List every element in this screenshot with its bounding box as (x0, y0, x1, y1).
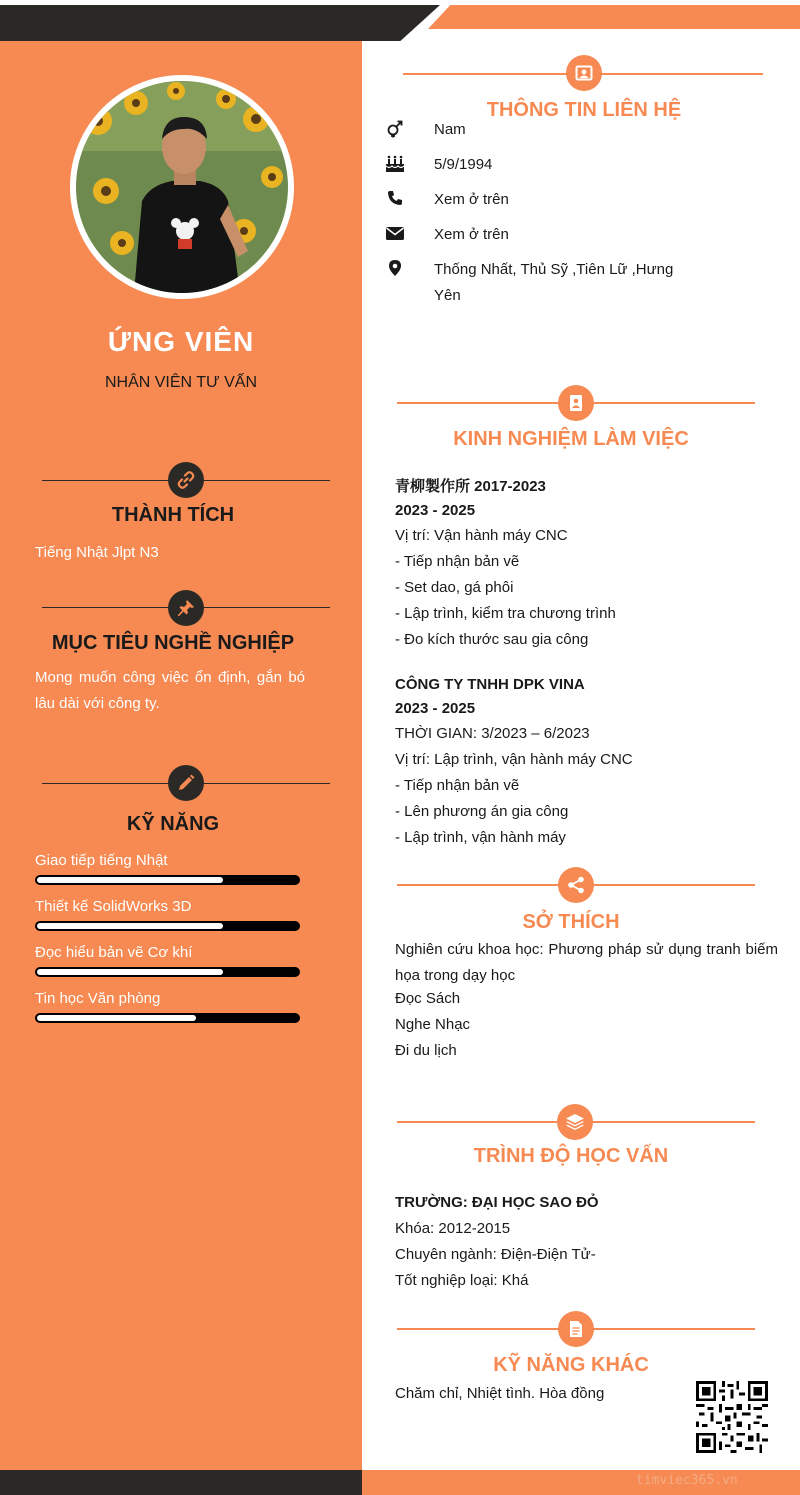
location-icon (384, 258, 406, 278)
education-school: TRƯỜNG: ĐẠI HỌC SAO ĐỎ (395, 1194, 599, 1211)
education-detail: Tốt nghiệp loại: Khá (395, 1272, 529, 1289)
badge-icon (558, 385, 594, 421)
contact-title: THÔNG TIN LIÊN HỆ (486, 99, 682, 121)
other-skills-text: Chăm chỉ, Nhiệt tình. Hòa đồng (395, 1385, 605, 1402)
document-icon (558, 1311, 594, 1347)
job-detail: - Đo kích thước sau gia công (395, 631, 589, 648)
skill-bar-fill (37, 1015, 196, 1021)
achievements-title: THÀNH TÍCH (111, 504, 235, 526)
skill-bar-fill (37, 877, 223, 883)
skills-title: KỸ NĂNG (126, 813, 220, 835)
left-column (0, 41, 362, 1470)
email-icon (384, 223, 406, 243)
skill-bar (35, 967, 300, 977)
gender-icon (384, 119, 406, 139)
skill-name: Tin học Văn phòng (35, 990, 161, 1007)
achievements-text: Tiếng Nhật Jlpt N3 (35, 544, 159, 561)
job-detail: Vị trí: Vận hành máy CNC (395, 527, 568, 544)
avatar-photo (76, 81, 288, 293)
link-icon (168, 462, 204, 498)
education-detail: Khóa: 2012-2015 (395, 1220, 511, 1237)
candidate-name: ỨNG VIÊN (107, 326, 255, 357)
top-dark-bar (0, 5, 440, 41)
birthday-icon (384, 154, 406, 174)
job-detail: - Lập trình, vận hành máy (395, 829, 566, 846)
skill-bar-fill (37, 923, 223, 929)
phone-value: Xem ở trên (434, 191, 509, 208)
hobby-item: Nghe Nhạc (395, 1016, 471, 1033)
email-value: Xem ở trên (434, 226, 509, 243)
job-detail: - Tiếp nhận bản vẽ (395, 553, 520, 570)
job-period: 2023 - 2025 (395, 700, 476, 717)
job-detail: - Lên phương án gia công (395, 803, 569, 820)
job-detail: - Lập trình, kiểm tra chương trình (395, 605, 616, 622)
birthday-value: 5/9/1994 (434, 156, 493, 173)
education-detail: Chuyên ngành: Điện-Điện Tử- (395, 1246, 596, 1263)
skill-name: Thiết kế SolidWorks 3D (35, 898, 192, 915)
skill-bar-fill (37, 969, 223, 975)
job-detail: - Tiếp nhận bản vẽ (395, 777, 520, 794)
other-skills-title: KỸ NĂNG KHÁC (493, 1354, 649, 1376)
job-detail: THỜI GIAN: 3/2023 – 6/2023 (395, 725, 590, 742)
address-value: Thống Nhất, Thủ Sỹ ,Tiên Lữ ,Hưng Yên (434, 261, 674, 304)
candidate-position: NHÂN VIÊN TƯ VẤN (104, 374, 258, 391)
layers-icon (557, 1104, 593, 1140)
skill-bar (35, 1013, 300, 1023)
pencil-icon (168, 765, 204, 801)
top-orange-bar (428, 5, 800, 29)
education-title: TRÌNH ĐỘ HỌC VẤN (473, 1145, 669, 1167)
job-detail: - Set dao, gá phôi (395, 579, 514, 596)
hobbies-title: SỞ THÍCH (522, 911, 620, 933)
qr-code (696, 1381, 768, 1453)
hobby-item: Nghiên cứu khoa học: Phương pháp sử dụng tranh biếm họa trong dạy học (395, 941, 778, 984)
skill-bar (35, 875, 300, 885)
contact-card-icon (566, 55, 602, 91)
watermark: timviec365.vn (636, 1473, 738, 1488)
phone-icon (384, 188, 406, 208)
hobby-item: Đi du lịch (395, 1042, 457, 1059)
skill-name: Giao tiếp tiếng Nhật (35, 852, 168, 869)
experience-title: KINH NGHIỆM LÀM VIỆC (453, 428, 689, 450)
objective-text: Mong muốn công việc ổn định, gắn bó lâu dài với công ty. (35, 669, 305, 712)
skill-bar (35, 921, 300, 931)
gender-value: Nam (434, 121, 466, 138)
avatar (70, 75, 294, 299)
job-company: 青柳製作所 2017-2023 (395, 478, 546, 495)
hobby-item: Đọc Sách (395, 990, 461, 1007)
skill-name: Đọc hiểu bản vẽ Cơ khí (35, 944, 193, 961)
bottom-dark-bar (0, 1470, 362, 1495)
job-period: 2023 - 2025 (395, 502, 476, 519)
share-icon (558, 867, 594, 903)
job-detail: Vị trí: Lập trình, vận hành máy CNC (395, 751, 633, 768)
job-company: CÔNG TY TNHH DPK VINA (395, 676, 585, 693)
objective-title: MỤC TIÊU NGHỀ NGHIỆP (51, 632, 295, 654)
pin-icon (168, 590, 204, 626)
